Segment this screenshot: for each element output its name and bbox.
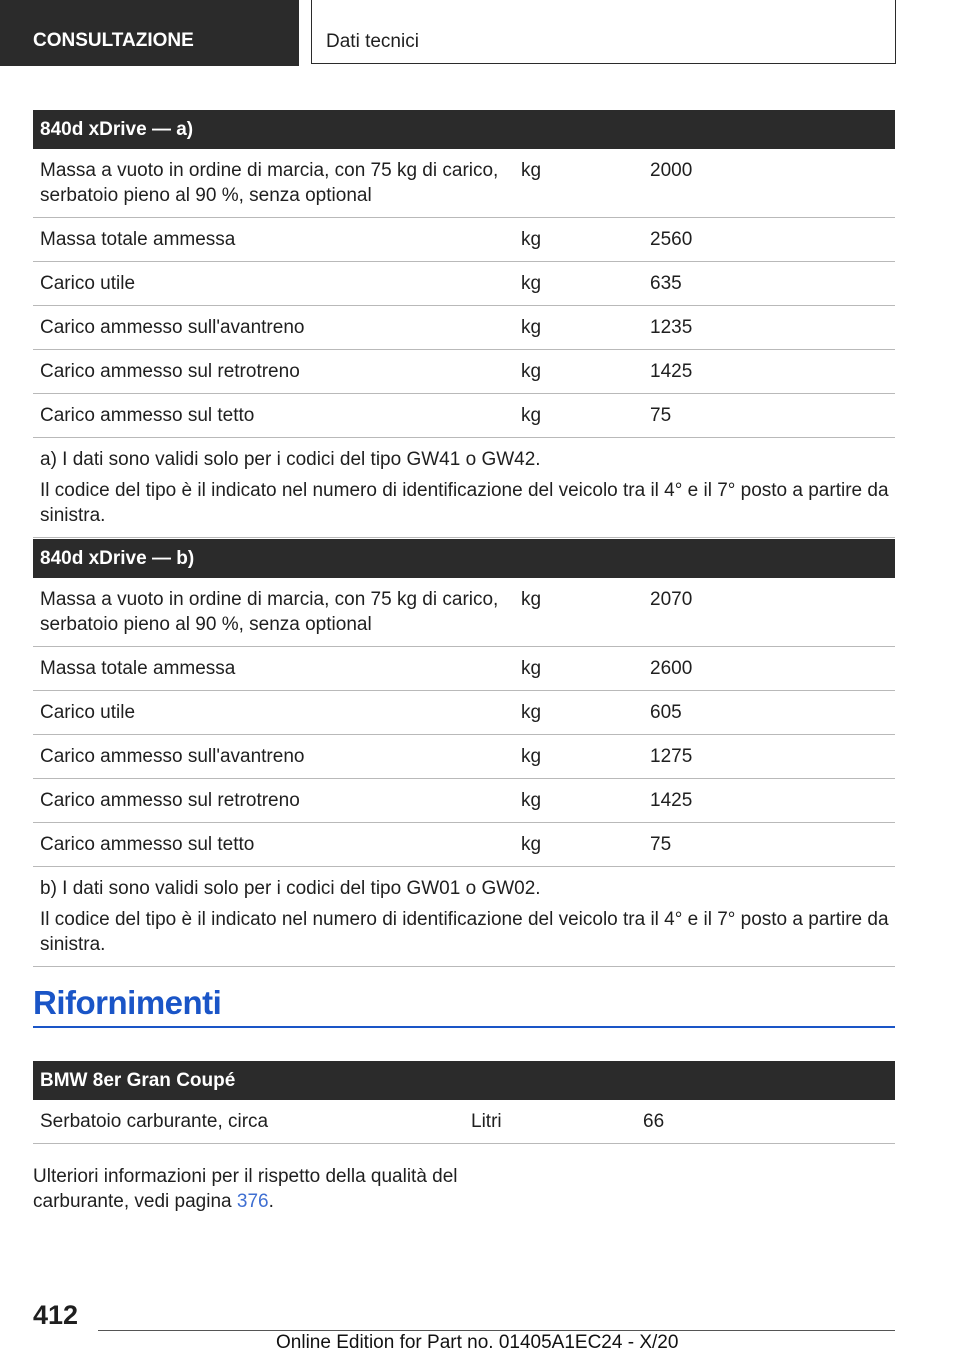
row-label: Carico ammesso sul tetto [33, 823, 514, 867]
table-note [33, 438, 895, 538]
row-unit: kg [514, 149, 643, 218]
table-note [33, 867, 895, 967]
row-value: 75 [643, 823, 895, 867]
section-divider [33, 1026, 895, 1028]
row-label: Carico ammesso sull'avantreno [33, 306, 514, 350]
row-unit: kg [514, 779, 643, 823]
row-label: Carico ammesso sul retrotreno [33, 350, 514, 394]
table-row [33, 578, 895, 647]
chapter-label: Dati tecnici [326, 31, 419, 52]
section-label: CONSULTAZIONE [33, 30, 194, 51]
table-row [33, 647, 895, 691]
table-row [33, 823, 895, 867]
row-unit: kg [514, 262, 643, 306]
spec-table-a [33, 110, 895, 538]
table-row [33, 394, 895, 438]
row-value: 1235 [643, 306, 895, 350]
row-value: 2560 [643, 218, 895, 262]
row-value: 605 [643, 691, 895, 735]
note-line: Il codice del tipo è il indicato nel numero di identificazione del veicolo tra il 4° e il 7° posto a partire da sinistra. [40, 909, 889, 955]
paragraph-end: . [268, 1191, 274, 1212]
row-unit: kg [514, 394, 643, 438]
row-unit: kg [514, 735, 643, 779]
table-row [33, 1100, 895, 1144]
table-row [33, 691, 895, 735]
row-unit: Litri [464, 1100, 636, 1144]
table-title: BMW 8er Gran Coupé [33, 1061, 895, 1100]
table-title: 840d xDrive — b) [33, 539, 895, 578]
row-label: Carico ammesso sul tetto [33, 394, 514, 438]
row-label: Carico ammesso sul retrotreno [33, 779, 514, 823]
note-line: a) I dati sono validi solo per i codici del tipo GW41 o GW42. [40, 449, 541, 470]
row-label: Carico utile [33, 262, 514, 306]
row-value: 2070 [643, 578, 895, 647]
page-number: 412 [33, 1300, 79, 1330]
table-row [33, 779, 895, 823]
row-label: Massa totale ammessa [33, 218, 514, 262]
row-label: Carico ammesso sull'avantreno [33, 735, 514, 779]
table-row [33, 350, 895, 394]
row-value: 635 [643, 262, 895, 306]
paragraph-text: Ulteriori informazioni per il rispetto della qualità del carburante, vedi pagina [33, 1166, 458, 1212]
row-unit: kg [514, 218, 643, 262]
table-row [33, 306, 895, 350]
info-paragraph [33, 1164, 463, 1214]
note-line: b) I dati sono validi solo per i codici del tipo GW01 o GW02. [40, 878, 541, 899]
row-unit: kg [514, 691, 643, 735]
row-label: Massa totale ammessa [33, 647, 514, 691]
page-header [0, 0, 960, 66]
row-value: 2600 [643, 647, 895, 691]
footer-divider [98, 1330, 895, 1331]
note-line: Il codice del tipo è il indicato nel numero di identificazione del veicolo tra il 4° e il 7° posto a partire da sinistra. [40, 480, 889, 526]
row-value: 1425 [643, 350, 895, 394]
row-label: Massa a vuoto in ordine di marcia, con 75 kg di carico, serbatoio pieno al 90 %, senza optional [33, 578, 514, 647]
section-tab[interactable] [0, 0, 299, 66]
row-value: 75 [643, 394, 895, 438]
table-row [33, 262, 895, 306]
row-value: 1275 [643, 735, 895, 779]
row-value: 1425 [643, 779, 895, 823]
section-heading: Rifornimenti [33, 984, 222, 1021]
row-label: Serbatoio carburante, circa [33, 1100, 464, 1144]
footer-text: Online Edition for Part no. 01405A1EC24 - X/20 [276, 1332, 679, 1353]
row-unit: kg [514, 647, 643, 691]
table-row [33, 218, 895, 262]
row-label: Massa a vuoto in ordine di marcia, con 75 kg di carico, serbatoio pieno al 90 %, senza optional [33, 149, 514, 218]
row-unit: kg [514, 306, 643, 350]
spec-table-fuel [33, 1061, 895, 1144]
row-unit: kg [514, 823, 643, 867]
table-title: 840d xDrive — a) [33, 110, 895, 149]
chapter-tab [311, 0, 896, 64]
row-value: 66 [636, 1100, 895, 1144]
table-row [33, 735, 895, 779]
row-unit: kg [514, 350, 643, 394]
page-link[interactable]: 376 [236, 1191, 269, 1212]
table-row [33, 149, 895, 218]
row-label: Carico utile [33, 691, 514, 735]
spec-table-b [33, 539, 895, 967]
row-value: 2000 [643, 149, 895, 218]
row-unit: kg [514, 578, 643, 647]
